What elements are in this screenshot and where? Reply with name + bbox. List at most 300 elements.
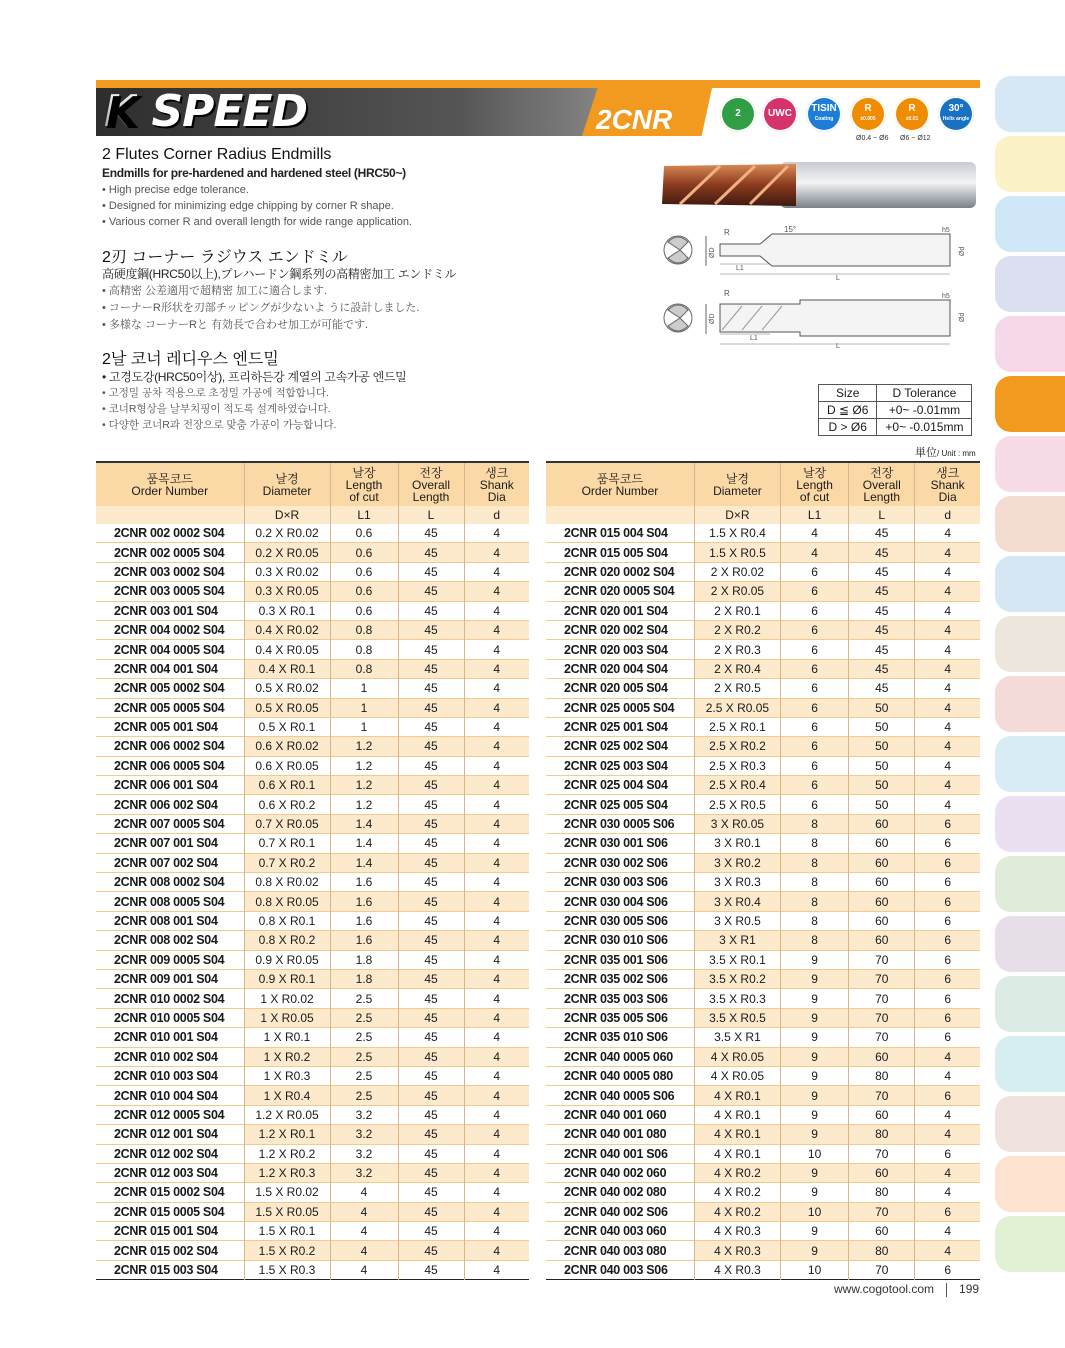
diameter-cell: 1 X R0.02 xyxy=(244,989,330,1008)
diameter-cell: 1 X R0.05 xyxy=(244,1008,330,1027)
overall-length-cell: 70 xyxy=(849,1008,915,1027)
shank-dia-cell: 4 xyxy=(464,582,529,601)
table-row xyxy=(96,756,529,775)
diameter-cell: 1.5 X R0.1 xyxy=(244,1222,330,1241)
order-number-cell: 2CNR 007 001 S04 xyxy=(114,836,218,851)
overall-length-cell: 50 xyxy=(849,795,915,814)
overall-length-cell: 70 xyxy=(849,950,915,969)
shank-dia-cell: 4 xyxy=(464,911,529,930)
header-text: 날경 xyxy=(275,471,299,486)
header-text: Order Number xyxy=(581,483,659,498)
table-row xyxy=(96,620,529,639)
diameter-cell: 1.5 X R0.4 xyxy=(694,524,780,543)
shank-dia-cell: 4 xyxy=(464,1260,529,1279)
diameter-cell: 1 X R0.1 xyxy=(244,1028,330,1047)
shank-dia-cell: 4 xyxy=(464,950,529,969)
length-of-cut-cell: 6 xyxy=(781,795,849,814)
diameter-cell: 1 X R0.4 xyxy=(244,1086,330,1105)
length-of-cut-cell: 6 xyxy=(781,756,849,775)
diameter-cell: 1.5 X R0.5 xyxy=(694,543,780,562)
order-number-cell: 2CNR 010 002 S04 xyxy=(114,1049,218,1064)
bullet-item: • Various corner R and overall length for wide range application. xyxy=(102,216,412,228)
col-length-of-cut xyxy=(781,462,849,506)
shank-dia-cell: 4 xyxy=(464,543,529,562)
shank-dia-cell: 4 xyxy=(464,737,529,756)
shank-dia-cell: 6 xyxy=(915,1144,980,1163)
overall-length-cell: 45 xyxy=(849,582,915,601)
table-row xyxy=(96,853,529,872)
tolerance-cell: +0~ -0.015mm xyxy=(877,419,972,436)
order-number-cell: 2CNR 020 002 S04 xyxy=(564,623,668,638)
overall-length-cell: 45 xyxy=(398,1260,464,1279)
side-tab[interactable] xyxy=(995,1156,1065,1212)
overall-length-cell: 80 xyxy=(849,1125,915,1144)
bullet-item: • 코너R형상을 날부치핑이 적도록 설계하였습니다. xyxy=(102,403,331,415)
length-of-cut-cell: 1 xyxy=(330,679,398,698)
length-of-cut-cell: 1.6 xyxy=(330,911,398,930)
table-row xyxy=(96,1144,529,1163)
length-of-cut-cell: 0.8 xyxy=(330,620,398,639)
tolerance-table xyxy=(818,384,972,436)
diameter-cell: 1 X R0.3 xyxy=(244,1066,330,1085)
shank-dia-cell: 4 xyxy=(915,1183,980,1202)
overall-length-cell: 45 xyxy=(849,659,915,678)
order-number-cell: 2CNR 025 005 S04 xyxy=(564,797,668,812)
overall-length-cell: 45 xyxy=(398,873,464,892)
length-of-cut-cell: 2.5 xyxy=(330,1086,398,1105)
table-row xyxy=(96,873,529,892)
overall-length-cell: 50 xyxy=(849,756,915,775)
table-row xyxy=(546,582,980,601)
col-overall-length xyxy=(849,462,915,506)
order-number-cell: 2CNR 040 003 S06 xyxy=(564,1263,668,1278)
side-tab[interactable] xyxy=(995,136,1065,192)
length-of-cut-cell: 9 xyxy=(781,1028,849,1047)
order-number-cell: 2CNR 015 0005 S04 xyxy=(114,1204,225,1219)
diameter-cell: 3 X R0.5 xyxy=(694,911,780,930)
side-tab[interactable] xyxy=(995,316,1065,372)
table-row xyxy=(96,931,529,950)
order-number-cell: 2CNR 040 0005 080 xyxy=(564,1069,673,1084)
overall-length-cell: 45 xyxy=(398,737,464,756)
header-text: Length xyxy=(863,489,901,504)
table-row xyxy=(546,737,980,756)
label-od: ØD xyxy=(709,247,716,258)
col-overall-length xyxy=(398,462,464,506)
diameter-cell: 3.5 X R0.3 xyxy=(694,989,780,1008)
overall-length-cell: 45 xyxy=(398,717,464,736)
order-number-cell: 2CNR 035 005 S06 xyxy=(564,1010,668,1025)
order-number-cell: 2CNR 002 0005 S04 xyxy=(114,545,225,560)
length-of-cut-cell: 2.5 xyxy=(330,1008,398,1027)
overall-length-cell: 45 xyxy=(398,562,464,581)
order-number-cell: 2CNR 010 003 S04 xyxy=(114,1069,218,1084)
diameter-cell: 0.6 X R0.1 xyxy=(244,776,330,795)
shank-dia-cell: 4 xyxy=(915,776,980,795)
side-tab[interactable] xyxy=(995,1216,1065,1272)
order-number-cell: 2CNR 040 0005 060 xyxy=(564,1049,673,1064)
overall-length-cell: 60 xyxy=(849,892,915,911)
order-number-cell: 2CNR 004 0002 S04 xyxy=(114,623,225,638)
shank-dia-cell: 4 xyxy=(464,659,529,678)
shank-dia-cell: 4 xyxy=(915,620,980,639)
order-number-cell: 2CNR 040 002 060 xyxy=(564,1166,667,1181)
order-number-cell: 2CNR 020 0002 S04 xyxy=(564,564,675,579)
diameter-cell: 0.4 X R0.05 xyxy=(244,640,330,659)
order-number-cell: 2CNR 004 0005 S04 xyxy=(114,642,225,657)
table-row xyxy=(546,892,980,911)
shank-dia-cell: 4 xyxy=(464,717,529,736)
overall-length-cell: 60 xyxy=(849,834,915,853)
diameter-cell: 0.8 X R0.05 xyxy=(244,892,330,911)
shank-dia-cell: 4 xyxy=(464,1183,529,1202)
header-text: 날장 xyxy=(352,465,376,480)
overall-length-cell: 45 xyxy=(398,1144,464,1163)
table-row xyxy=(96,543,529,562)
order-number-cell: 2CNR 035 001 S06 xyxy=(564,952,668,967)
overall-length-cell: 70 xyxy=(849,1086,915,1105)
side-tab[interactable] xyxy=(995,76,1065,132)
length-of-cut-cell: 1.8 xyxy=(330,950,398,969)
table-row xyxy=(96,795,529,814)
table-row xyxy=(96,698,529,717)
side-tab[interactable] xyxy=(995,196,1065,252)
side-tab[interactable] xyxy=(995,1096,1065,1152)
table-row xyxy=(546,620,980,639)
order-number-cell: 2CNR 025 004 S04 xyxy=(564,778,668,793)
header-banner xyxy=(96,80,980,136)
diameter-cell: 3 X R0.2 xyxy=(694,853,780,872)
side-tab[interactable] xyxy=(995,496,1065,552)
label-d: Ød xyxy=(959,246,966,256)
bullet-item: • コーナーR形状を刃部チッピングが少ないよ うに設計しました. xyxy=(102,302,420,314)
side-tab[interactable] xyxy=(995,856,1065,912)
table-row xyxy=(546,601,980,620)
table-row xyxy=(96,717,529,736)
table-row xyxy=(96,1241,529,1260)
radius-tolerance-icon: R ±0.005 xyxy=(850,96,886,132)
diameter-cell: 4 X R0.3 xyxy=(694,1260,780,1279)
header-text: 전장 xyxy=(870,465,894,480)
table-row xyxy=(546,931,980,950)
title-en: 2 Flutes Corner Radius Endmills xyxy=(102,146,332,163)
overall-length-cell: 45 xyxy=(398,679,464,698)
diameter-cell: 2 X R0.2 xyxy=(694,620,780,639)
length-of-cut-cell: 8 xyxy=(781,814,849,833)
shank-dia-cell: 4 xyxy=(464,620,529,639)
diameter-cell: 1.2 X R0.2 xyxy=(244,1144,330,1163)
shank-dia-cell: 4 xyxy=(915,524,980,543)
shank-dia-cell: 4 xyxy=(915,737,980,756)
overall-length-cell: 70 xyxy=(849,1260,915,1279)
diameter-cell: 2.5 X R0.1 xyxy=(694,717,780,736)
length-of-cut-cell: 6 xyxy=(781,717,849,736)
shank-dia-cell: 4 xyxy=(915,582,980,601)
spec-table-right: 품목코드 Order Number 날경 Diameter 날장 Length of cut 전장 Overall Length 생크 Shank Dia D×R L1 L d 2CNR 015 004 S04 1.5 X R0.4 4 45 4 2CNR 015 005 S04 1.5 X R0.5 4 45 4 2CNR 020 0002 S04 2 X R0.02 6 45 4 2CNR 020 0005 S04 2 X R0.05 6 45 4 2CNR 020 001 S04 2 X R0.1 6 45 4 2CNR 020 002 S04 2 X R0.2 6 45 4 2CNR 020 003 S04 2 X R0.3 6 45 4 2CNR 020 004 S04 2 X R0.4 6 45 4 2CNR 020 005 S04 2 X R0.5 6 45 4 2CNR 025 0005 S04 2.5 X R0.05 6 50 4 2CNR 025 001 S04 2.5 X R0.1 6 50 4 2CNR 025 002 S04 2.5 X R0.2 6 50 4 2CNR 025 003 S04 2.5 X R0.3 6 50 4 2CNR 025 004 S04 2.5 X R0.4 6 50 4 2CNR 025 005 S04 2.5 X R0.5 6 50 4 2CNR 030 0005 S06 3 X R0.05 8 60 6 2CNR 030 001 S06 3 X R0.1 8 60 6 2CNR 030 002 S06 3 X R0.2 8 60 6 2CNR 030 003 S06 3 X R0.3 8 60 6 2CNR 030 004 S06 3 X R0.4 8 60 6 2CNR 030 005 S06 3 X R0.5 8 60 6 2CNR 030 010 S06 3 X R1 8 60 6 2CNR 035 001 S06 3.5 X R0.1 9 70 6 2CNR 035 002 S06 3.5 X R0.2 9 70 6 2CNR 035 003 S06 3.5 X R0.3 9 70 6 2CNR 035 005 S06 3.5 X R0.5 9 70 6 2CNR 035 010 S06 3.5 X R1 9 70 6 2CNR 040 0005 060 4 X R0.05 9 60 4 2CNR 040 0005 080 4 X R0.05 9 80 4 2CNR 040 0005 S06 4 X R0.1 9 70 6 2CNR 040 001 060 4 X R0.1 9 60 4 2CNR 040 001 080 4 X R0.1 9 80 4 2CNR 040 001 S06 4 X R0.1 10 70 6 2CNR 040 002 060 4 X R0.2 9 60 4 2CNR 040 002 080 4 X R0.2 9 80 4 2CNR 040 002 S06 4 X R0.2 10 70 6 2CNR 040 003 060 4 X R0.3 9 60 4 2CNR 040 003 080 4 X R0.3 9 80 4 2CNR 040 003 S06 4 X R0.3 10 70 6 xyxy=(546,461,980,1280)
length-of-cut-cell: 9 xyxy=(781,1066,849,1085)
shank-dia-cell: 4 xyxy=(915,640,980,659)
helix-angle-icon: 30° Helix angle xyxy=(938,96,974,132)
table-row xyxy=(96,737,529,756)
table-row xyxy=(546,776,980,795)
overall-length-cell: 50 xyxy=(849,776,915,795)
overall-length-cell: 60 xyxy=(849,1047,915,1066)
shank-dia-cell: 4 xyxy=(464,989,529,1008)
header-text: Order Number xyxy=(131,483,209,498)
length-of-cut-cell: 1.4 xyxy=(330,814,398,833)
overall-length-cell: 45 xyxy=(398,853,464,872)
table-row xyxy=(546,969,980,988)
overall-length-cell: 45 xyxy=(398,1163,464,1182)
shank-dia-cell: 4 xyxy=(464,873,529,892)
length-of-cut-cell: 6 xyxy=(781,698,849,717)
order-number-cell: 2CNR 035 003 S06 xyxy=(564,991,668,1006)
diameter-cell: 4 X R0.05 xyxy=(694,1047,780,1066)
diameter-cell: 4 X R0.2 xyxy=(694,1202,780,1221)
length-of-cut-cell: 0.6 xyxy=(330,582,398,601)
table-row xyxy=(546,1260,980,1279)
diameter-cell: 2 X R0.5 xyxy=(694,679,780,698)
length-of-cut-cell: 1.6 xyxy=(330,892,398,911)
shank-dia-cell: 4 xyxy=(464,834,529,853)
overall-length-cell: 60 xyxy=(849,1163,915,1182)
table-row xyxy=(96,659,529,678)
shank-dia-cell: 4 xyxy=(464,1222,529,1241)
diameter-cell: 3 X R0.05 xyxy=(694,814,780,833)
length-of-cut-cell: 1.4 xyxy=(330,834,398,853)
order-number-cell: 2CNR 025 001 S04 xyxy=(564,720,668,735)
length-of-cut-cell: 9 xyxy=(781,1105,849,1124)
order-number-cell: 2CNR 015 001 S04 xyxy=(114,1224,218,1239)
table-row xyxy=(546,950,980,969)
order-number-cell: 2CNR 003 0002 S04 xyxy=(114,564,225,579)
order-number-cell: 2CNR 007 002 S04 xyxy=(114,855,218,870)
side-tab[interactable] xyxy=(995,376,1065,432)
header-text: Length xyxy=(412,489,450,504)
shank-dia-cell: 4 xyxy=(915,543,980,562)
shank-dia-cell: 6 xyxy=(915,1028,980,1047)
overall-length-cell: 45 xyxy=(398,911,464,930)
side-tab[interactable] xyxy=(995,796,1065,852)
overall-length-cell: 45 xyxy=(398,1222,464,1241)
diameter-cell: 3.5 X R1 xyxy=(694,1028,780,1047)
diameter-cell: 0.3 X R0.1 xyxy=(244,601,330,620)
overall-length-cell: 45 xyxy=(849,679,915,698)
shank-dia-cell: 6 xyxy=(915,1202,980,1221)
bullets-en xyxy=(102,182,412,230)
label-r: R xyxy=(724,228,730,237)
overall-length-cell: 45 xyxy=(849,543,915,562)
header-text: of cut xyxy=(349,489,379,504)
shank-dia-cell: 6 xyxy=(915,1008,980,1027)
order-number-cell: 2CNR 040 002 080 xyxy=(564,1185,667,1200)
shank-dia-cell: 4 xyxy=(464,1008,529,1027)
order-number-cell: 2CNR 020 001 S04 xyxy=(564,603,668,618)
length-of-cut-cell: 6 xyxy=(781,679,849,698)
order-number-cell: 2CNR 005 001 S04 xyxy=(114,720,218,735)
tisin-coating-icon: TISIN Coating xyxy=(806,96,842,132)
shank-dia-cell: 6 xyxy=(915,931,980,950)
shank-dia-cell: 4 xyxy=(464,1066,529,1085)
length-of-cut-cell: 6 xyxy=(781,620,849,639)
overall-length-cell: 80 xyxy=(849,1183,915,1202)
footer xyxy=(834,1282,979,1297)
shank-dia-cell: 4 xyxy=(915,756,980,775)
table-row xyxy=(546,814,980,833)
overall-length-cell: 45 xyxy=(398,1105,464,1124)
diameter-cell: 2 X R0.02 xyxy=(694,562,780,581)
order-number-cell: 2CNR 040 001 060 xyxy=(564,1107,667,1122)
diameter-cell: 4 X R0.3 xyxy=(694,1222,780,1241)
overall-length-cell: 45 xyxy=(398,524,464,543)
header-text: Length xyxy=(796,477,833,492)
shank-dia-cell: 4 xyxy=(464,601,529,620)
table-row xyxy=(546,1008,980,1027)
order-number-cell: 2CNR 007 0005 S04 xyxy=(114,817,225,832)
shank-dia-cell: 4 xyxy=(464,756,529,775)
side-tab[interactable] xyxy=(995,556,1065,612)
overall-length-cell: 45 xyxy=(398,950,464,969)
overall-length-cell: 50 xyxy=(849,737,915,756)
overall-length-cell: 45 xyxy=(398,1202,464,1221)
side-tab[interactable] xyxy=(995,976,1065,1032)
diameter-cell: 0.7 X R0.05 xyxy=(244,814,330,833)
shank-dia-cell: 4 xyxy=(915,601,980,620)
table-row xyxy=(546,717,980,736)
order-number-cell: 2CNR 015 0002 S04 xyxy=(114,1185,225,1200)
diameter-cell: 0.3 X R0.02 xyxy=(244,562,330,581)
diameter-cell: 0.2 X R0.02 xyxy=(244,524,330,543)
label-l1: L1 xyxy=(750,335,758,342)
overall-length-cell: 60 xyxy=(849,1222,915,1241)
diameter-cell: 3.5 X R0.1 xyxy=(694,950,780,969)
order-number-cell: 2CNR 030 010 S06 xyxy=(564,933,668,948)
side-tab[interactable] xyxy=(995,616,1065,672)
order-number-cell: 2CNR 008 0005 S04 xyxy=(114,894,225,909)
order-number-cell: 2CNR 015 003 S04 xyxy=(114,1263,218,1278)
shank-dia-cell: 4 xyxy=(464,679,529,698)
diameter-cell: 2 X R0.05 xyxy=(694,582,780,601)
shank-dia-cell: 4 xyxy=(915,717,980,736)
order-number-cell: 2CNR 010 001 S04 xyxy=(114,1030,218,1045)
shank-dia-cell: 4 xyxy=(915,679,980,698)
technical-drawing-long xyxy=(660,286,980,350)
order-number-cell: 2CNR 002 0002 S04 xyxy=(114,526,225,541)
order-number-cell: 2CNR 006 0002 S04 xyxy=(114,739,225,754)
shank-dia-cell: 4 xyxy=(464,1202,529,1221)
col-diameter xyxy=(244,462,330,506)
overall-length-cell: 45 xyxy=(398,1047,464,1066)
order-number-cell: 2CNR 010 0005 S04 xyxy=(114,1010,225,1025)
table-row xyxy=(546,562,980,581)
badge-caption: Ø0.4 ~ Ø6 xyxy=(856,135,889,142)
order-number-cell: 2CNR 015 005 S04 xyxy=(564,545,668,560)
side-tab[interactable] xyxy=(995,1036,1065,1092)
shank-dia-cell: 4 xyxy=(464,1241,529,1260)
diameter-cell: 0.6 X R0.2 xyxy=(244,795,330,814)
diameter-cell: 4 X R0.2 xyxy=(694,1183,780,1202)
order-number-cell: 2CNR 040 003 060 xyxy=(564,1224,667,1239)
diameter-cell: 3.5 X R0.5 xyxy=(694,1008,780,1027)
order-number-cell: 2CNR 025 002 S04 xyxy=(564,739,668,754)
side-tab[interactable] xyxy=(995,916,1065,972)
title-jp: 2刃 コーナー ラジウス エンドミル xyxy=(102,249,348,266)
order-number-cell: 2CNR 020 003 S04 xyxy=(564,642,668,657)
order-number-cell: 2CNR 040 001 080 xyxy=(564,1127,667,1142)
length-of-cut-cell: 9 xyxy=(781,1183,849,1202)
diameter-cell: 0.8 X R0.02 xyxy=(244,873,330,892)
length-of-cut-cell: 2.5 xyxy=(330,1028,398,1047)
shank-dia-cell: 4 xyxy=(915,562,980,581)
table-row xyxy=(96,1008,529,1027)
overall-length-cell: 70 xyxy=(849,1144,915,1163)
header-text: 품목코드 xyxy=(596,471,644,486)
table-row xyxy=(546,524,980,543)
diameter-cell: 3 X R0.4 xyxy=(694,892,780,911)
order-number-cell: 2CNR 005 0002 S04 xyxy=(114,681,225,696)
overall-length-cell: 45 xyxy=(398,1183,464,1202)
footer-url[interactable]: www.cogotool.com xyxy=(834,1282,935,1296)
order-number-cell: 2CNR 040 002 S06 xyxy=(564,1204,668,1219)
overall-length-cell: 50 xyxy=(849,698,915,717)
order-number-cell: 2CNR 012 003 S04 xyxy=(114,1166,218,1181)
overall-length-cell: 60 xyxy=(849,931,915,950)
length-of-cut-cell: 9 xyxy=(781,1241,849,1260)
shank-dia-cell: 4 xyxy=(464,1105,529,1124)
diameter-cell: 0.5 X R0.05 xyxy=(244,698,330,717)
header-text: Diameter xyxy=(262,483,312,498)
order-number-cell: 2CNR 008 0002 S04 xyxy=(114,875,225,890)
header-text: Dia xyxy=(487,489,506,504)
col-length-of-cut xyxy=(330,462,398,506)
table-row xyxy=(546,640,980,659)
length-of-cut-cell: 8 xyxy=(781,931,849,950)
overall-length-cell: 45 xyxy=(398,834,464,853)
col-shank-dia xyxy=(464,462,529,506)
overall-length-cell: 45 xyxy=(398,969,464,988)
overall-length-cell: 45 xyxy=(849,640,915,659)
side-tab[interactable] xyxy=(995,736,1065,792)
header-text: 품목코드 xyxy=(146,471,193,486)
table-row xyxy=(96,1066,529,1085)
label-l1: L1 xyxy=(736,265,744,272)
overall-length-cell: 70 xyxy=(849,1028,915,1047)
side-tab[interactable] xyxy=(995,256,1065,312)
length-of-cut-cell: 6 xyxy=(781,582,849,601)
table-row xyxy=(96,989,529,1008)
shank-dia-cell: 6 xyxy=(915,969,980,988)
tolerance-cell: D ≦ Ø6 xyxy=(819,402,877,419)
order-number-cell: 2CNR 012 0005 S04 xyxy=(114,1107,225,1122)
length-of-cut-cell: 1.2 xyxy=(330,795,398,814)
length-of-cut-cell: 1.8 xyxy=(330,969,398,988)
diameter-cell: 1 X R0.2 xyxy=(244,1047,330,1066)
overall-length-cell: 45 xyxy=(398,756,464,775)
table-row xyxy=(546,795,980,814)
length-of-cut-cell: 9 xyxy=(781,1086,849,1105)
shank-dia-cell: 4 xyxy=(915,1222,980,1241)
side-tab[interactable] xyxy=(995,676,1065,732)
overall-length-cell: 45 xyxy=(398,620,464,639)
header-text: 생크 xyxy=(936,465,960,480)
overall-length-cell: 50 xyxy=(849,717,915,736)
order-number-cell: 2CNR 040 001 S06 xyxy=(564,1146,668,1161)
side-tab[interactable] xyxy=(995,436,1065,492)
header-text: Overall xyxy=(862,477,901,492)
order-number-cell: 2CNR 010 004 S04 xyxy=(114,1088,218,1103)
length-of-cut-cell: 4 xyxy=(330,1222,398,1241)
length-of-cut-cell: 3.2 xyxy=(330,1105,398,1124)
